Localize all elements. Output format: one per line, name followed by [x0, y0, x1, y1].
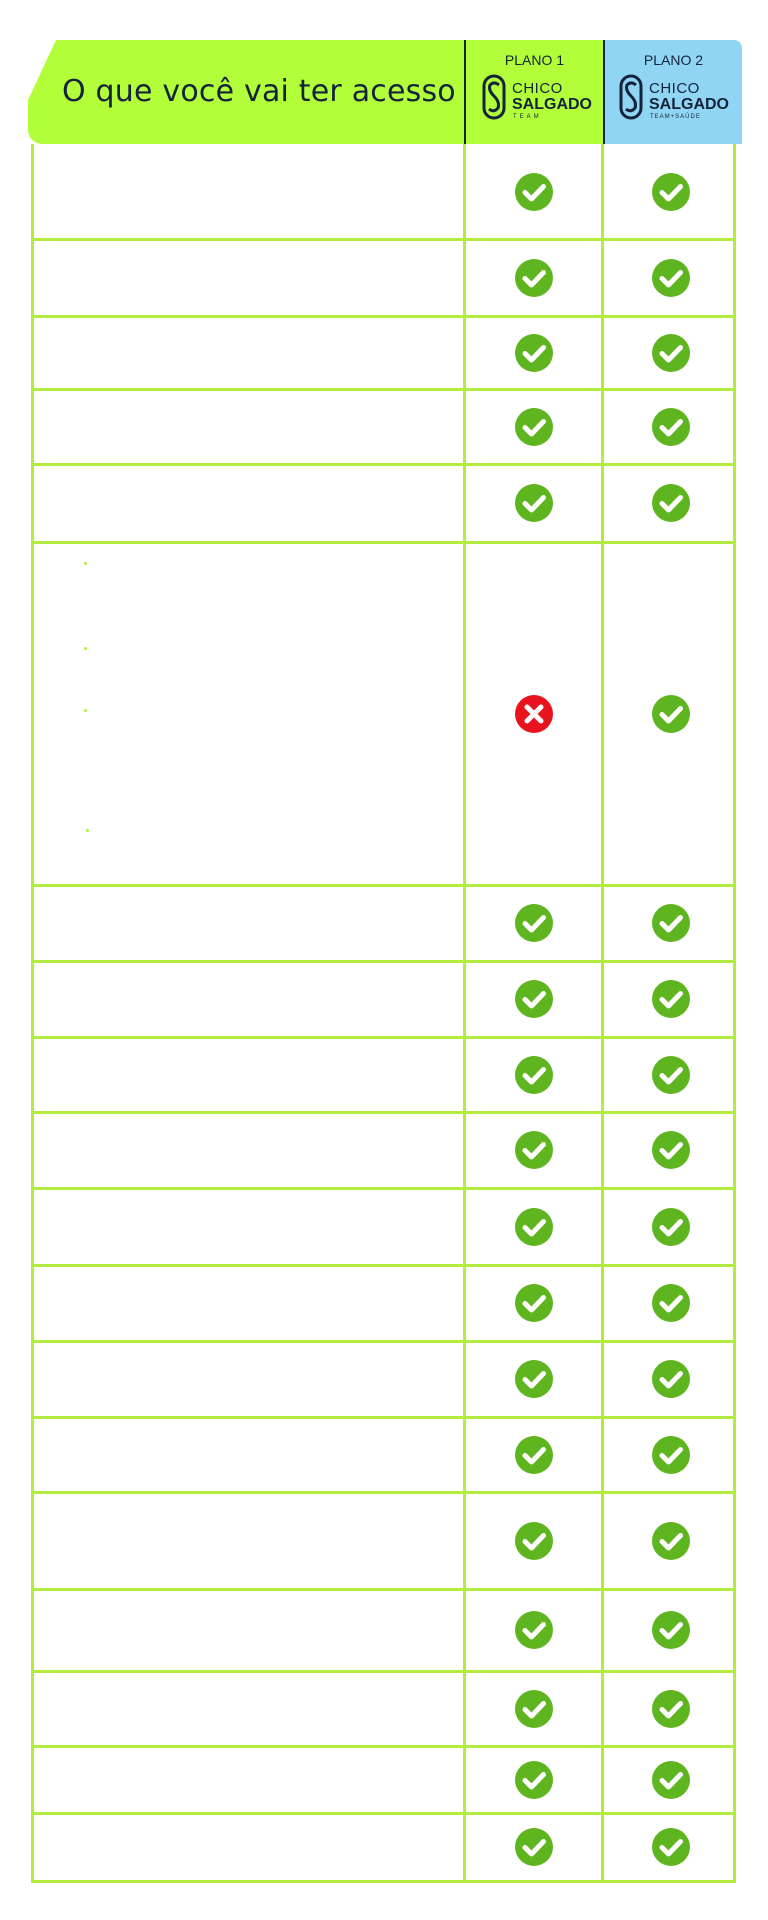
check-icon: [514, 1207, 554, 1247]
plan1-logo: [482, 74, 602, 122]
bullet-dot: [84, 709, 87, 712]
check-icon: [514, 333, 554, 373]
table-row-border: [31, 1880, 736, 1883]
table-row-border: [31, 541, 736, 544]
logo-text-line2: SALGADO: [649, 96, 729, 113]
plan2-label: PLANO 2: [643, 52, 704, 68]
check-icon: [651, 1827, 691, 1867]
logo-text-line3: TEAM: [513, 114, 542, 120]
table-row-border: [31, 1036, 736, 1039]
bullet-dot: [84, 647, 87, 650]
table-row-border: [31, 1491, 736, 1494]
table-row-border: [31, 463, 736, 466]
logo-text-line1: CHICO: [649, 80, 700, 97]
check-icon: [651, 1130, 691, 1170]
plan2-logo: [619, 74, 739, 122]
check-icon: [514, 407, 554, 447]
check-icon: [651, 694, 691, 734]
table-column-border: [733, 144, 736, 1883]
table-column-border: [31, 144, 34, 1883]
table-column-border: [463, 144, 466, 1883]
brand-s-icon: [619, 74, 643, 120]
check-icon: [651, 1359, 691, 1399]
table-row-border: [31, 884, 736, 887]
table-row-border: [31, 1416, 736, 1419]
check-icon: [651, 1283, 691, 1323]
brand-s-icon: [482, 74, 506, 120]
check-icon: [651, 1610, 691, 1650]
check-icon: [651, 1689, 691, 1729]
table-row-border: [31, 1670, 736, 1673]
check-icon: [514, 1760, 554, 1800]
check-icon: [514, 1359, 554, 1399]
check-icon: [651, 903, 691, 943]
table-row-border: [31, 960, 736, 963]
check-icon: [651, 333, 691, 373]
check-icon: [514, 483, 554, 523]
cross-icon: [514, 694, 554, 734]
check-icon: [514, 1827, 554, 1867]
table-row-border: [31, 1588, 736, 1591]
check-icon: [651, 1055, 691, 1095]
table-row-border: [31, 1745, 736, 1748]
check-icon: [651, 172, 691, 212]
check-icon: [514, 1521, 554, 1561]
check-icon: [651, 1435, 691, 1475]
check-icon: [514, 1283, 554, 1323]
table-row-border: [31, 1812, 736, 1815]
table-row-border: [31, 1187, 736, 1190]
check-icon: [651, 407, 691, 447]
bullet-dot: [84, 562, 87, 565]
table-row-border: [31, 238, 736, 241]
check-icon: [514, 1610, 554, 1650]
table-row-border: [31, 388, 736, 391]
table-row-border: [31, 1340, 736, 1343]
check-icon: [514, 172, 554, 212]
check-icon: [651, 483, 691, 523]
plan1-label: PLANO 1: [504, 52, 565, 68]
check-icon: [651, 1760, 691, 1800]
check-icon: [514, 258, 554, 298]
bullet-dot: [86, 829, 89, 832]
logo-text-line3: TEAM+SAÚDE: [650, 114, 701, 120]
check-icon: [651, 1207, 691, 1247]
table-row-border: [31, 1264, 736, 1267]
table-row-border: [31, 315, 736, 318]
table-column-border: [601, 144, 604, 1883]
check-icon: [514, 903, 554, 943]
check-icon: [514, 1435, 554, 1475]
check-icon: [514, 1130, 554, 1170]
check-icon: [651, 1521, 691, 1561]
check-icon: [651, 258, 691, 298]
check-icon: [514, 1689, 554, 1729]
logo-text-line2: SALGADO: [512, 96, 592, 113]
table-row-border: [31, 1111, 736, 1114]
check-icon: [514, 1055, 554, 1095]
logo-text-line1: CHICO: [512, 80, 563, 97]
check-icon: [651, 979, 691, 1019]
check-icon: [514, 979, 554, 1019]
comparison-header: [0, 0, 768, 144]
page-title: O que você vai ter acesso: [62, 74, 456, 109]
